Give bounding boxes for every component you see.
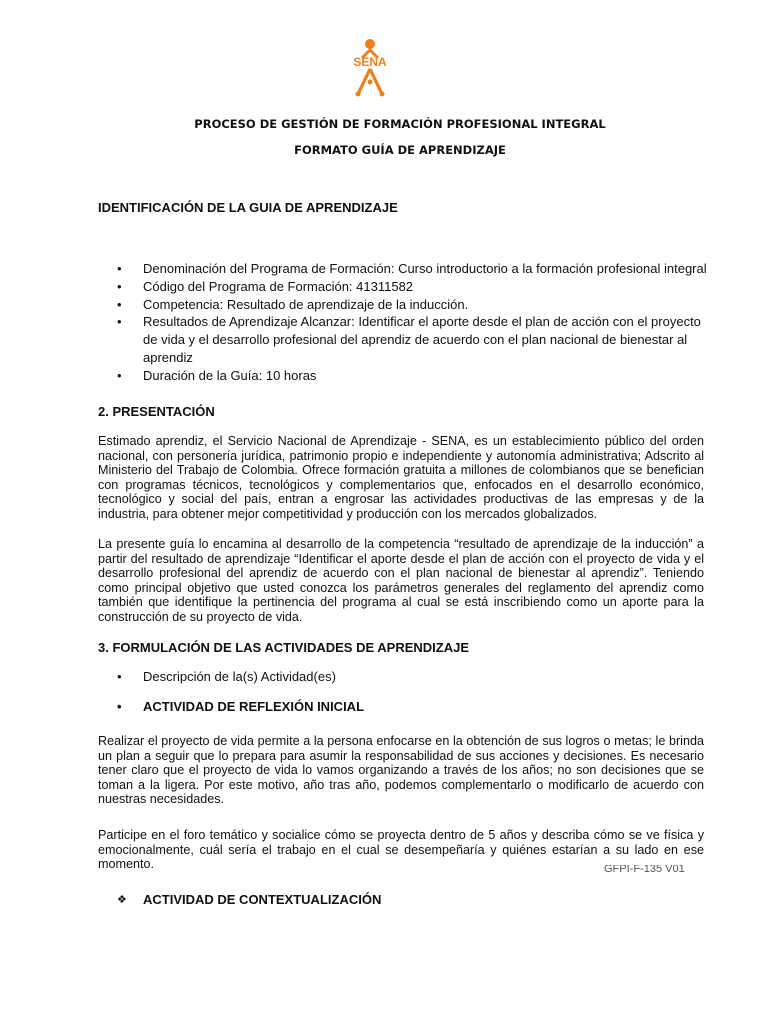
logo-node-left — [356, 92, 361, 97]
bullet: • — [117, 314, 122, 330]
list-item: • Competencia: Resultado de aprendizaje de la inducción. — [117, 296, 469, 312]
list-item: • Duración de la Guía: 10 horas — [117, 367, 317, 383]
bullet: • — [117, 296, 122, 312]
reflection-paragraph-1: Realizar el proyecto de vida permite a la persona enfocarse en la obtención de sus logros o metas; le brinda un plan a seguir que lo prepara para asumir la responsabilidad de sus acciones y decisiones. Es necesario tener claro que el proyecto de vida lo vamos organizando a través de los años; no son decisiones que se toman a la ligera. Por este motivo, año tras año, podemos complementarlo o modificarlo de acuerdo con nuestras necesidades. — [98, 734, 704, 807]
bullet: • — [117, 699, 122, 714]
logo-node-center — [368, 80, 373, 85]
reflection-paragraph-2: Participe en el foro temático y socialice cómo se proyecta dentro de 5 años y describa cómo se ve física y emocionalmente, cuál sería el trabajo en el cual se desempeñaría y quiénes estarían a su lado en ese momento. — [98, 828, 704, 872]
bullet: • — [117, 278, 122, 294]
logo-head — [365, 39, 375, 49]
logo-node-right — [380, 92, 385, 97]
presentation-heading: 2. PRESENTACIÓN — [98, 404, 215, 419]
logo-text: SENA — [353, 55, 387, 69]
list-item: • Código del Programa de Formación: 41311582 — [117, 278, 414, 294]
list-item: • Denominación del Programa de Formación: Curso introductorio a la formación profesional integral — [117, 261, 707, 276]
list-item: • Resultados de Aprendizaje Alcanzar: Identificar el aporte desde el plan de acción con el proyecto de vida y el desarrollo profesional del aprendiz de acuerdo con el plan nacional de bienestar al aprendiz — [117, 314, 701, 365]
presentation-paragraph-2: La presente guía lo encamina al desarrollo de la competencia “resultado de aprendizaje de la inducción” a partir del resultado de aprendizaje “Identificar el aporte desde el plan de acción con el proyecto de vida y el desarrollo profesional del aprendiz de acuerdo con el plan nacional de bienestar al aprendiz”. Teniendo como principal objetivo que usted conozca los parámetros generales del reglamento del aprendiz como también que identifique la pertinencia del programa al cual se está inscribiendo como un aporte para la construcción de su proyecto de vida. — [98, 537, 704, 624]
bullet: • — [117, 367, 122, 383]
bullet: • — [117, 261, 122, 276]
format-title: FORMATO GUÍA DE APRENDIZAJE — [294, 143, 506, 157]
presentation-paragraph-1: Estimado aprendiz, el Servicio Nacional de Aprendizaje - SENA, es un establecimiento público del orden nacional, con personería jurídica, patrimonio propio e independiente y autonomía administrativa; Adscrito al Ministerio del Trabajo de Colombia. Ofrece formación gratuita a millones de colombianos que se benefician con programas técnicos, tecnológicos y complementarios que, enfocados en el desarrollo económico, tecnológico y social del país, entran a engrosar las actividades productivas de las empresas y de la industria, para obtener mejor competitividad y producción con los mercados globalizados. — [98, 434, 704, 521]
footer-code: GFPI-F-135 V01 — [604, 865, 685, 873]
identification-heading: IDENTIFICACIÓN DE LA GUIA DE APRENDIZAJE — [98, 200, 398, 215]
activities-heading: 3. FORMULACIÓN DE LAS ACTIVIDADES DE APRENDIZAJE — [98, 640, 470, 655]
diamond-bullet-icon: ❖ — [117, 894, 127, 906]
sena-logo — [340, 38, 400, 98]
bullet: • — [117, 669, 122, 684]
process-title: PROCESO DE GESTIÓN DE FORMACIÓN PROFESIONAL INTEGRAL — [194, 117, 606, 131]
identification-list — [98, 260, 708, 385]
